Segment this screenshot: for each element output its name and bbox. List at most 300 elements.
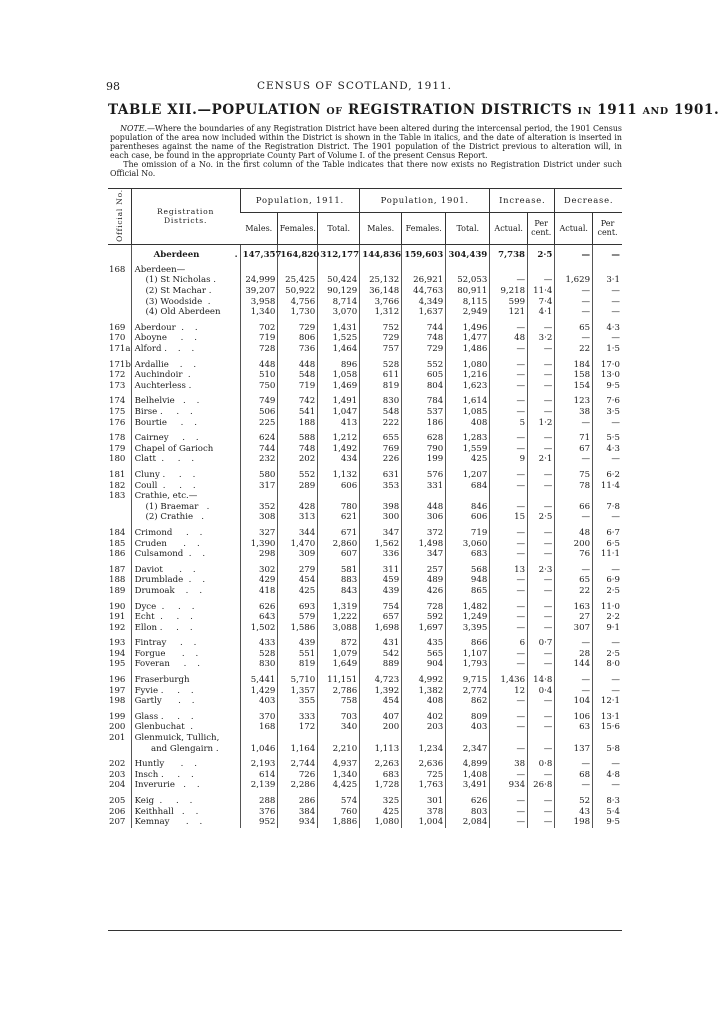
decrease-percent-cell: 4·3 <box>593 323 622 334</box>
total-1901-cell: 2,347 <box>446 744 490 755</box>
females-1911-cell: 719 <box>278 381 318 392</box>
males-1911-cell: 510 <box>240 370 278 381</box>
decrease-actual-cell: 307 <box>555 623 593 634</box>
decrease-percent-cell: — <box>593 686 622 697</box>
decrease-percent-cell: 8·3 <box>593 796 622 807</box>
males-1901-cell: 1,080 <box>360 817 402 828</box>
decrease-actual-cell: 71 <box>555 433 593 444</box>
increase-percent-cell: — <box>528 770 555 781</box>
males-1901-cell: 226 <box>360 454 402 465</box>
decrease-percent-cell <box>593 491 622 502</box>
header-decrease: Decrease. <box>555 189 622 213</box>
decrease-actual-cell: 76 <box>555 549 593 560</box>
official-no-cell: 191 <box>109 612 126 623</box>
district-name-cell: Aboyne . . <box>131 333 240 344</box>
total-1911-cell: 581 <box>318 565 360 576</box>
total-1901-cell: 1,559 <box>446 444 490 455</box>
increase-actual-cell: — <box>490 381 528 392</box>
official-no-cell: 186 <box>109 549 126 560</box>
district-name-cell: Glass . . . <box>131 712 240 723</box>
table-row <box>108 744 622 755</box>
total-1911-cell: 760 <box>318 807 360 818</box>
total-1901-cell: 684 <box>446 481 490 492</box>
females-1911-cell: 448 <box>278 360 318 371</box>
increase-percent-cell: — <box>528 275 555 286</box>
females-1911-cell <box>278 491 318 502</box>
females-1911-cell: 806 <box>278 333 318 344</box>
females-1901-cell: 804 <box>402 381 446 392</box>
females-1911-cell: 428 <box>278 502 318 513</box>
increase-percent-cell: — <box>528 381 555 392</box>
increase-actual-cell <box>490 733 528 744</box>
total-1911-cell: 1,047 <box>318 407 360 418</box>
increase-percent-cell <box>528 491 555 502</box>
table-row <box>108 512 622 523</box>
official-no-cell: 200 <box>109 722 126 733</box>
females-1911-cell: 1,164 <box>278 744 318 755</box>
total-1901-cell: 304,439 <box>446 244 490 265</box>
total-1911-cell: 703 <box>318 712 360 723</box>
total-1901-cell: 1,249 <box>446 612 490 623</box>
males-1901-cell: 548 <box>360 407 402 418</box>
increase-percent-cell: — <box>528 817 555 828</box>
table-row <box>108 502 622 513</box>
increase-actual-cell: — <box>490 612 528 623</box>
decrease-actual-cell: — <box>555 638 593 649</box>
females-1911-cell: 172 <box>278 722 318 733</box>
table-row <box>108 275 622 286</box>
males-1901-cell: 325 <box>360 796 402 807</box>
decrease-percent-cell: 4·3 <box>593 444 622 455</box>
decrease-actual-cell: — <box>555 418 593 429</box>
females-1911-cell: 934 <box>278 817 318 828</box>
total-1901-cell: 846 <box>446 502 490 513</box>
females-1901-cell: 2,636 <box>402 759 446 770</box>
district-name-cell: (4) Old Aberdeen <box>131 307 240 318</box>
district-name-cell: Coull . . . <box>131 481 240 492</box>
total-1911-cell: 606 <box>318 481 360 492</box>
males-1901-cell: 528 <box>360 360 402 371</box>
females-1911-cell: 729 <box>278 323 318 334</box>
table-row <box>108 759 622 770</box>
males-1901-cell <box>360 265 402 276</box>
official-no-cell: 188 <box>109 575 126 586</box>
females-1901-cell: 1,763 <box>402 780 446 791</box>
males-1901-cell: 631 <box>360 470 402 481</box>
table-row <box>108 712 622 723</box>
females-1911-cell: 551 <box>278 649 318 660</box>
district-name-cell: (2) St Machar . <box>131 286 240 297</box>
district-name-cell: Cluny . . . <box>131 470 240 481</box>
increase-actual-cell: 7,738 <box>490 244 528 265</box>
decrease-actual-cell: 123 <box>555 396 593 407</box>
females-1901-cell: 159,603 <box>402 244 446 265</box>
total-1911-cell: 90,129 <box>318 286 360 297</box>
males-1901-cell: 407 <box>360 712 402 723</box>
decrease-percent-cell <box>593 733 622 744</box>
males-1901-cell: 729 <box>360 333 402 344</box>
decrease-percent-cell: 15·6 <box>593 722 622 733</box>
decrease-actual-cell: — <box>555 307 593 318</box>
males-1911-cell: 317 <box>240 481 278 492</box>
females-1901-cell: 1,697 <box>402 623 446 634</box>
decrease-actual-cell: 66 <box>555 502 593 513</box>
district-name-cell: (3) Woodside . <box>131 297 240 308</box>
official-no-cell: 174 <box>109 396 126 407</box>
official-no-cell <box>108 297 131 308</box>
official-no-cell <box>108 286 131 297</box>
decrease-actual-cell <box>555 491 593 502</box>
increase-percent-cell: 11·4 <box>528 286 555 297</box>
males-1901-cell: 1,698 <box>360 623 402 634</box>
decrease-actual-cell: 106 <box>555 712 593 723</box>
decrease-percent-cell: 2·2 <box>593 612 622 623</box>
district-name-cell: Insch . . . <box>131 770 240 781</box>
females-1901-cell: 378 <box>402 807 446 818</box>
males-1901-cell: 757 <box>360 344 402 355</box>
total-1901-cell: 809 <box>446 712 490 723</box>
females-1901-cell: 904 <box>402 659 446 670</box>
females-1911-cell: 309 <box>278 549 318 560</box>
decrease-percent-cell: 6·2 <box>593 470 622 481</box>
decrease-actual-cell: 68 <box>555 770 593 781</box>
district-name-cell: Keithhall . . <box>131 807 240 818</box>
males-1901-cell: 683 <box>360 770 402 781</box>
official-no-cell <box>108 244 131 265</box>
increase-percent-cell: — <box>528 807 555 818</box>
increase-actual-cell: — <box>490 502 528 513</box>
decrease-percent-cell: — <box>593 780 622 791</box>
females-1901-cell <box>402 733 446 744</box>
females-1911-cell: 313 <box>278 512 318 523</box>
title-year2: 1901. <box>673 102 719 118</box>
females-1911-cell: 50,922 <box>278 286 318 297</box>
decrease-actual-cell: — <box>555 297 593 308</box>
increase-percent-cell: — <box>528 586 555 597</box>
table-row <box>108 796 622 807</box>
increase-actual-cell: — <box>490 602 528 613</box>
males-1911-cell: 403 <box>240 696 278 707</box>
increase-actual-cell: — <box>490 575 528 586</box>
decrease-actual-cell: 67 <box>555 444 593 455</box>
increase-actual-cell: 6 <box>490 638 528 649</box>
increase-percent-cell <box>528 265 555 276</box>
header-pop1911: Population, 1911. <box>240 189 360 213</box>
males-1911-cell: 433 <box>240 638 278 649</box>
increase-actual-cell: — <box>490 659 528 670</box>
table-row <box>108 396 622 407</box>
total-1911-cell: 1,058 <box>318 370 360 381</box>
title-and: AND <box>642 106 669 117</box>
total-1911-cell: 3,070 <box>318 307 360 318</box>
decrease-percent-cell: — <box>593 454 622 465</box>
females-1911-cell: 439 <box>278 638 318 649</box>
females-1901-cell: 744 <box>402 323 446 334</box>
males-1911-cell: 744 <box>240 444 278 455</box>
district-name-cell: Kemnay . . <box>131 817 240 828</box>
decrease-percent-cell: 11·4 <box>593 481 622 492</box>
males-1911-cell: 147,357 <box>240 244 278 265</box>
total-1901-cell: 3,060 <box>446 539 490 550</box>
decrease-percent-cell: 9·5 <box>593 817 622 828</box>
total-1901-cell <box>446 491 490 502</box>
total-1901-cell: 8,115 <box>446 297 490 308</box>
official-no-cell: 187 <box>109 564 126 575</box>
decrease-percent-cell: — <box>593 759 622 770</box>
district-name-cell: Inverurie . . <box>131 780 240 791</box>
decrease-actual-cell: — <box>555 244 593 265</box>
males-1901-cell: 454 <box>360 696 402 707</box>
table-row <box>108 612 622 623</box>
increase-actual-cell: 12 <box>490 686 528 697</box>
increase-actual-cell: — <box>490 481 528 492</box>
total-1911-cell: 1,525 <box>318 333 360 344</box>
total-1911-cell: 1,079 <box>318 649 360 660</box>
males-1901-cell: 1,113 <box>360 744 402 755</box>
header-decrease-percent: Per cent. <box>593 212 622 244</box>
decrease-percent-cell: 7·6 <box>593 396 622 407</box>
increase-actual-cell: — <box>490 770 528 781</box>
district-name-cell: Alford . . . <box>131 344 240 355</box>
total-1911-cell <box>318 733 360 744</box>
males-1911-cell: 1,429 <box>240 686 278 697</box>
increase-percent-cell: — <box>528 481 555 492</box>
table-row <box>108 770 622 781</box>
increase-percent-cell: — <box>528 396 555 407</box>
official-no-cell: 199 <box>109 711 126 722</box>
decrease-percent-cell: 9·1 <box>593 623 622 634</box>
table-row <box>108 549 622 560</box>
increase-actual-cell: — <box>490 275 528 286</box>
total-1901-cell: 1,793 <box>446 659 490 670</box>
decrease-percent-cell: 5·8 <box>593 744 622 755</box>
females-1901-cell: 565 <box>402 649 446 660</box>
total-1911-cell <box>318 265 360 276</box>
total-1911-cell: 1,649 <box>318 659 360 670</box>
total-1911-cell: 312,177 <box>318 244 360 265</box>
decrease-actual-cell: 158 <box>555 370 593 381</box>
official-no-cell: 171a <box>109 344 131 355</box>
district-name-cell: Echt . . . <box>131 612 240 623</box>
increase-percent-cell: — <box>528 549 555 560</box>
district-name-cell: Huntly . . <box>131 759 240 770</box>
official-no-cell <box>108 512 131 523</box>
increase-percent-cell: 14·8 <box>528 675 555 686</box>
table-row <box>108 780 622 791</box>
males-1911-cell: 308 <box>240 512 278 523</box>
males-1911-cell: 327 <box>240 528 278 539</box>
total-1911-cell: 8,714 <box>318 297 360 308</box>
district-name-cell: Glenbuchat . <box>131 722 240 733</box>
decrease-percent-cell: 4·8 <box>593 770 622 781</box>
district-name-cell: Dyce . . . <box>131 602 240 613</box>
district-name-cell: Drumblade . . <box>131 575 240 586</box>
official-no-cell: 206 <box>109 806 126 817</box>
males-1911-cell: 528 <box>240 649 278 660</box>
table-row <box>108 307 622 318</box>
decrease-actual-cell: 48 <box>555 528 593 539</box>
decrease-actual-cell: — <box>555 512 593 523</box>
official-no-cell: 190 <box>109 601 126 612</box>
increase-actual-cell <box>490 265 528 276</box>
increase-percent-cell: — <box>528 323 555 334</box>
total-1901-cell: 4,899 <box>446 759 490 770</box>
females-1901-cell: 748 <box>402 333 446 344</box>
district-name-cell: Daviot . . <box>131 565 240 576</box>
increase-actual-cell: — <box>490 712 528 723</box>
total-1901-cell: 3,395 <box>446 623 490 634</box>
decrease-actual-cell: 144 <box>555 659 593 670</box>
increase-actual-cell: — <box>490 744 528 755</box>
females-1911-cell: 25,425 <box>278 275 318 286</box>
total-1911-cell: 1,492 <box>318 444 360 455</box>
females-1901-cell: 1,637 <box>402 307 446 318</box>
decrease-percent-cell: — <box>593 297 622 308</box>
official-no-cell <box>108 307 131 318</box>
district-name-cell: Ardallie . . <box>131 360 240 371</box>
district-name-cell: Clatt . . . <box>131 454 240 465</box>
official-no-cell <box>108 275 131 286</box>
total-1911-cell: 1,340 <box>318 770 360 781</box>
district-name-cell: Aberdour . . <box>131 323 240 334</box>
males-1911-cell: 225 <box>240 418 278 429</box>
increase-percent-cell: — <box>528 744 555 755</box>
decrease-percent-cell: 6·9 <box>593 575 622 586</box>
decrease-actual-cell: 22 <box>555 586 593 597</box>
official-no-cell: 194 <box>109 648 126 659</box>
decrease-actual-cell: 65 <box>555 575 593 586</box>
total-1901-cell: 948 <box>446 575 490 586</box>
total-1901-cell: 1,207 <box>446 470 490 481</box>
increase-percent-cell: — <box>528 528 555 539</box>
district-name-cell: Foveran . . <box>131 659 240 670</box>
males-1911-cell: 1,340 <box>240 307 278 318</box>
females-1901-cell: 448 <box>402 502 446 513</box>
decrease-actual-cell: — <box>555 286 593 297</box>
females-1911-cell: 552 <box>278 470 318 481</box>
males-1901-cell: 200 <box>360 722 402 733</box>
table-row <box>108 539 622 550</box>
total-1911-cell: 4,937 <box>318 759 360 770</box>
total-1911-cell: 896 <box>318 360 360 371</box>
males-1911-cell: 719 <box>240 333 278 344</box>
total-1901-cell: 803 <box>446 807 490 818</box>
females-1901-cell: 199 <box>402 454 446 465</box>
increase-percent-cell: — <box>528 659 555 670</box>
males-1911-cell: 749 <box>240 396 278 407</box>
females-1911-cell: 4,756 <box>278 297 318 308</box>
total-1901-cell <box>446 733 490 744</box>
total-1901-cell: 865 <box>446 586 490 597</box>
total-1901-cell: 2,774 <box>446 686 490 697</box>
total-1911-cell: 872 <box>318 638 360 649</box>
official-no-cell: 168 <box>109 264 126 275</box>
increase-percent-cell: — <box>528 649 555 660</box>
females-1911-cell <box>278 733 318 744</box>
males-1901-cell: 347 <box>360 528 402 539</box>
females-1901-cell: 576 <box>402 470 446 481</box>
decrease-percent-cell: — <box>593 512 622 523</box>
females-1901-cell: 331 <box>402 481 446 492</box>
county-name: Aberdeen <box>153 249 200 260</box>
total-1901-cell: 866 <box>446 638 490 649</box>
official-no-cell <box>108 744 131 755</box>
total-1901-cell: 1,614 <box>446 396 490 407</box>
total-1911-cell: 3,088 <box>318 623 360 634</box>
total-1901-cell: 9,715 <box>446 675 490 686</box>
males-1901-cell: 1,728 <box>360 780 402 791</box>
decrease-percent-cell: 6·5 <box>593 539 622 550</box>
official-no-cell: 172 <box>109 370 126 381</box>
county-dots: . <box>231 249 238 260</box>
increase-actual-cell: — <box>490 470 528 481</box>
header-pop1901: Population, 1901. <box>360 189 490 213</box>
total-1911-cell: 2,860 <box>318 539 360 550</box>
females-1911-cell: 425 <box>278 586 318 597</box>
increase-actual-cell: — <box>490 696 528 707</box>
females-1901-cell: 728 <box>402 602 446 613</box>
increase-actual-cell: — <box>490 360 528 371</box>
increase-actual-cell: 9 <box>490 454 528 465</box>
females-1901-cell: 725 <box>402 770 446 781</box>
increase-actual-cell: 599 <box>490 297 528 308</box>
table-row <box>108 696 622 707</box>
table-row <box>108 481 622 492</box>
decrease-percent-cell: 5·5 <box>593 433 622 444</box>
running-head: CENSUS OF SCOTLAND, 1911. <box>256 80 453 92</box>
total-1911-cell: 1,212 <box>318 433 360 444</box>
header-official-no: Official No. <box>108 189 131 245</box>
decrease-percent-cell: 12·1 <box>593 696 622 707</box>
increase-actual-cell: — <box>490 407 528 418</box>
table-row <box>108 722 622 733</box>
females-1901-cell: 489 <box>402 575 446 586</box>
females-1901-cell: 203 <box>402 722 446 733</box>
decrease-actual-cell <box>555 265 593 276</box>
total-1911-cell: 671 <box>318 528 360 539</box>
increase-percent-cell: — <box>528 433 555 444</box>
decrease-percent-cell: — <box>593 286 622 297</box>
males-1911-cell: 643 <box>240 612 278 623</box>
total-1901-cell: 1,486 <box>446 344 490 355</box>
total-1901-cell: 1,408 <box>446 770 490 781</box>
males-1901-cell <box>360 491 402 502</box>
table-row <box>108 733 622 744</box>
males-1911-cell: 1,390 <box>240 539 278 550</box>
district-name-cell: Auchindoir . <box>131 370 240 381</box>
total-1911-cell: 4,425 <box>318 780 360 791</box>
total-1901-cell: 80,911 <box>446 286 490 297</box>
total-1911-cell: 843 <box>318 586 360 597</box>
total-1911-cell: 1,491 <box>318 396 360 407</box>
increase-percent-cell: 0·4 <box>528 686 555 697</box>
females-1911-cell: 726 <box>278 770 318 781</box>
females-1911-cell: 164,820 <box>278 244 318 265</box>
females-1901-cell: 1,234 <box>402 744 446 755</box>
increase-actual-cell: 48 <box>490 333 528 344</box>
females-1911-cell: 819 <box>278 659 318 670</box>
females-1901-cell: 537 <box>402 407 446 418</box>
official-no-cell: 189 <box>109 585 126 596</box>
decrease-percent-cell: 1·5 <box>593 344 622 355</box>
total-1911-cell: 413 <box>318 418 360 429</box>
title-part2: REGISTRATION DISTRICTS <box>347 102 573 118</box>
official-no-cell: 175 <box>109 407 126 418</box>
decrease-percent-cell: 13·0 <box>593 370 622 381</box>
header-increase-actual: Actual. <box>490 212 528 244</box>
total-1911-cell <box>318 491 360 502</box>
official-no-cell: 173 <box>109 380 126 391</box>
